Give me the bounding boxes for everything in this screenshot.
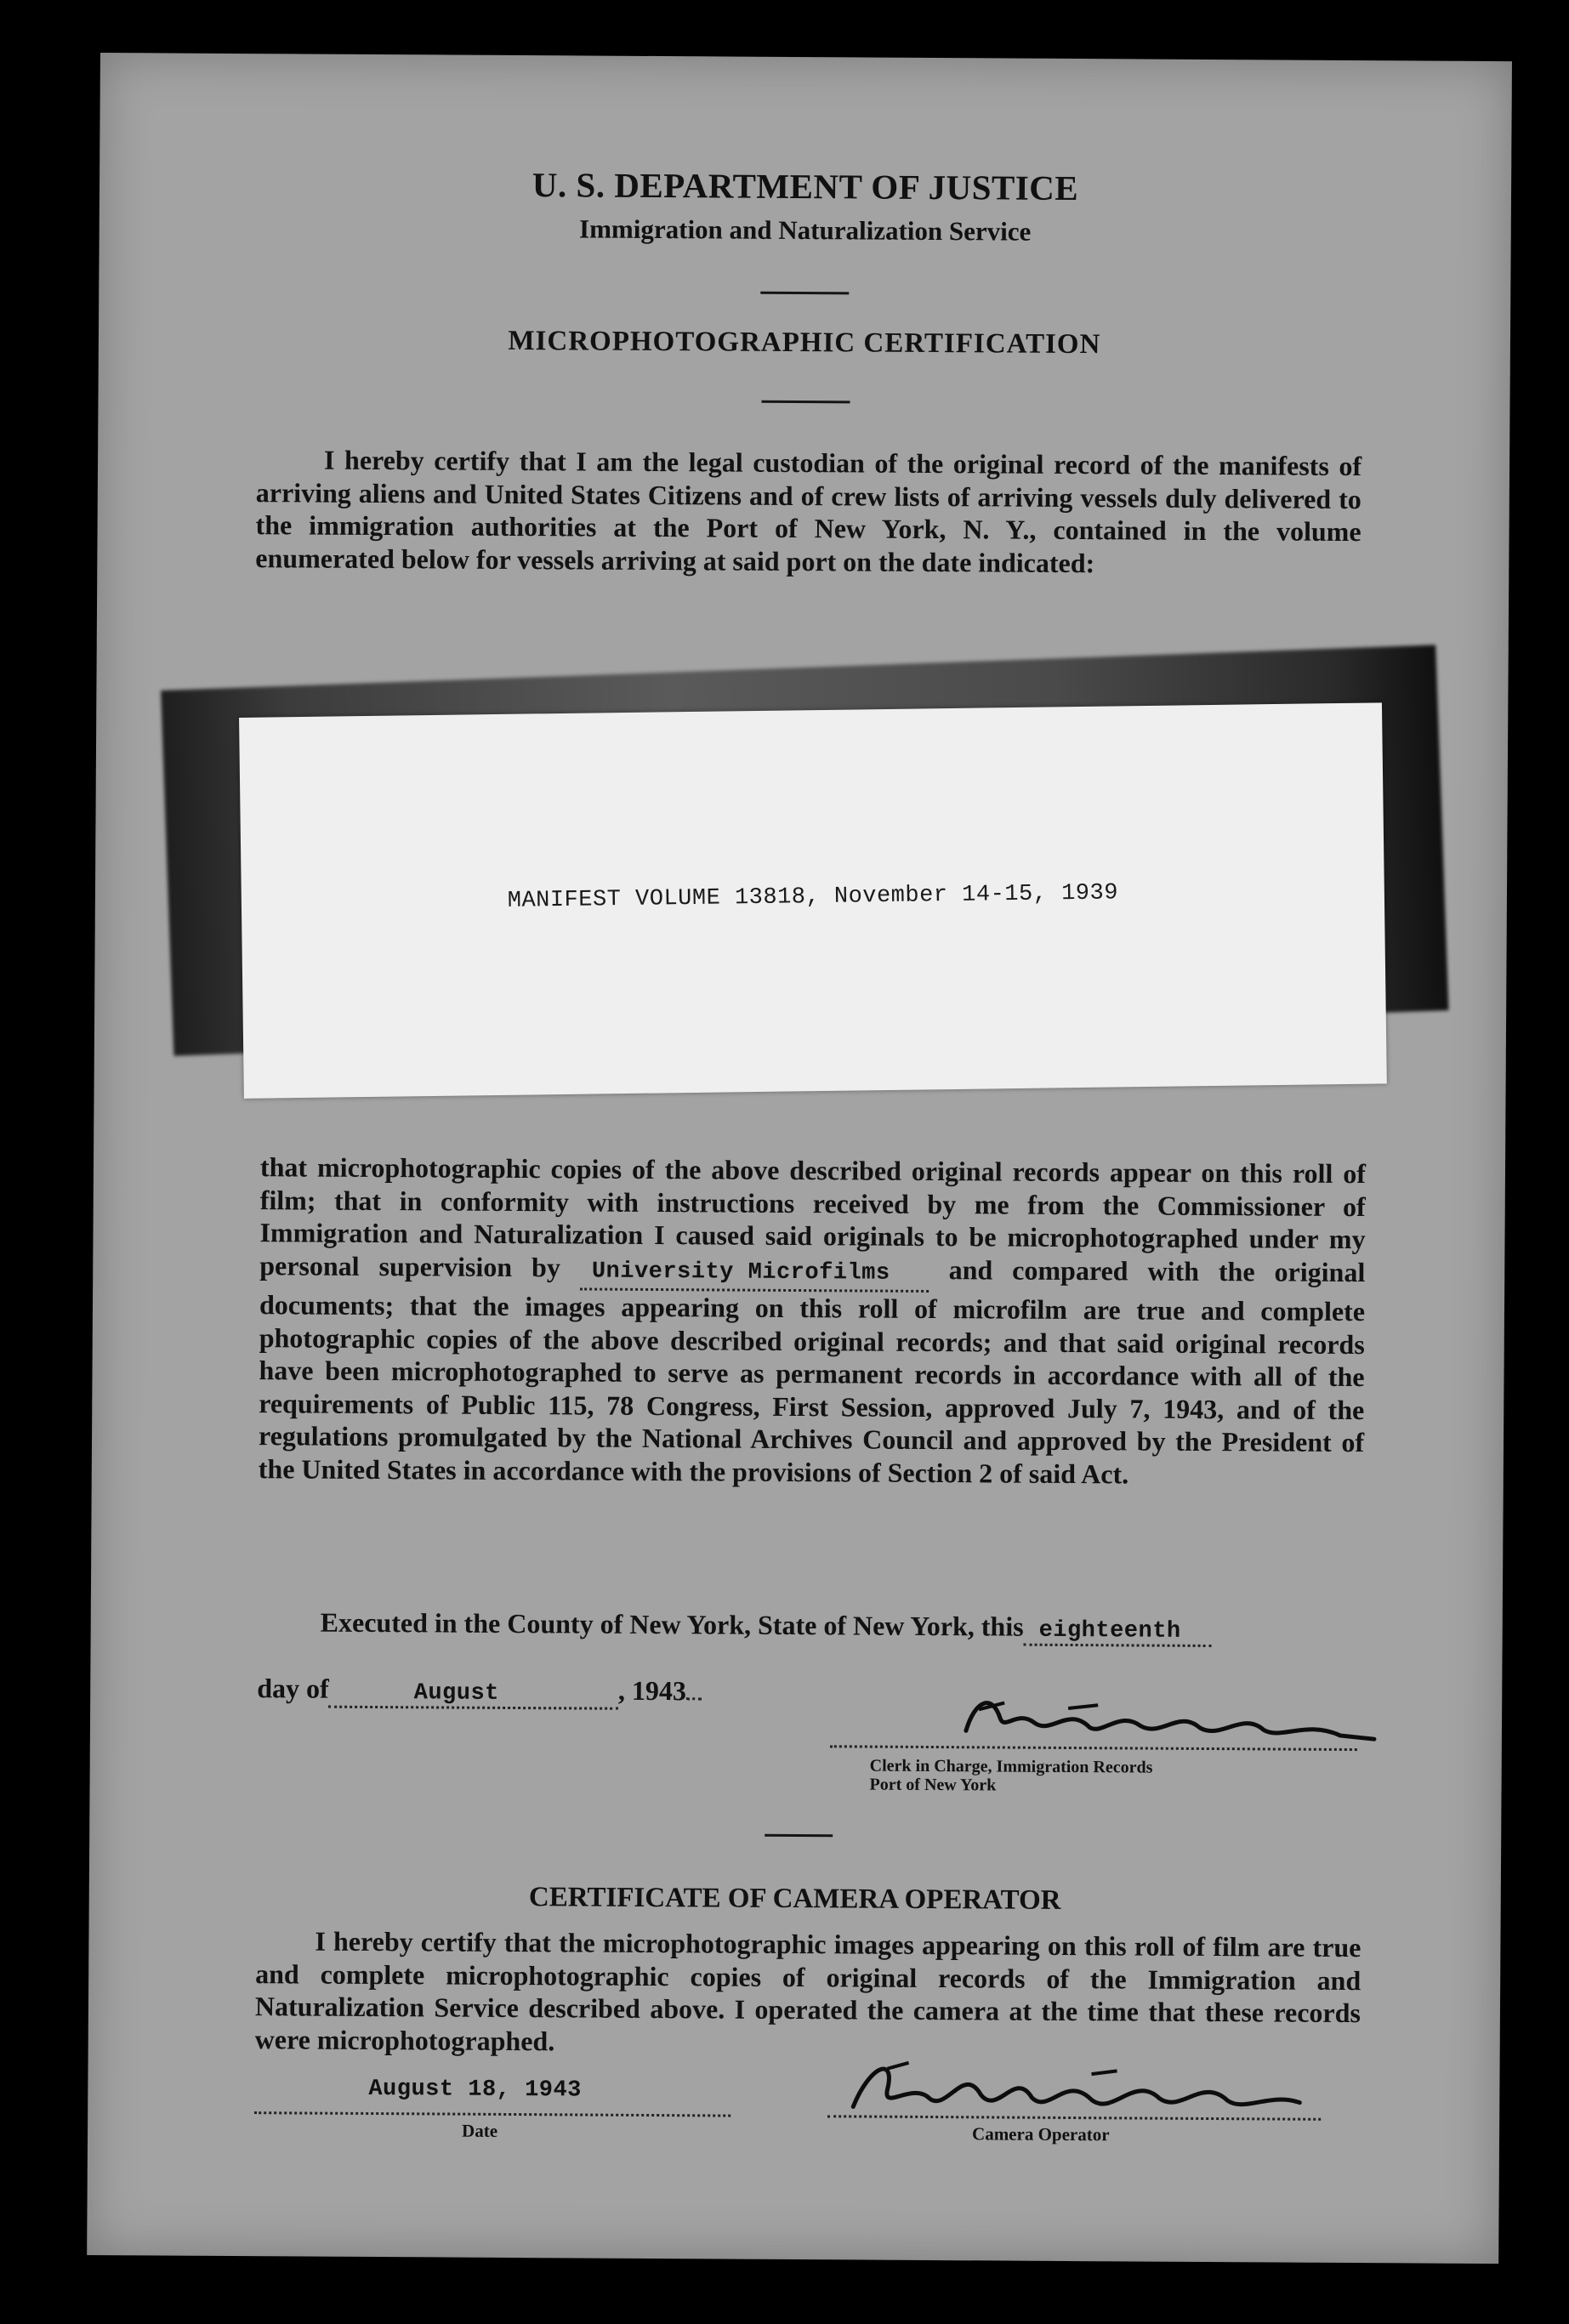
custodian-paragraph: I hereby certify that I am the legal custodian of the original record of the manifests of arriving aliens and United States Citizens and of crew lists of arriving vessels duly delivered to the immigration authorities at the Port of New York, N. Y., contained in the volume enumerated below for vessels arriving at said port on the date indicated:: [255, 444, 1362, 578]
date-line-dotted: [254, 2111, 730, 2117]
day-field: [1023, 1611, 1211, 1647]
month-value: August: [413, 1680, 499, 1707]
year-dots: [686, 1697, 702, 1700]
date-line: [257, 1673, 702, 1710]
filled-by-field: [580, 1251, 929, 1293]
camera-operator-paragraph: I hereby certify that the microphotographic images appearing on this roll of film are true and complete microphotographic copies of original records of the Immigration and Naturalization Service described above. I operated the camera at the time that these records were microphotographed.: [254, 1925, 1362, 2056]
execution-prefix: Executed in the County of New York, State of New York, this: [320, 1606, 1024, 1642]
certification-title: MICROPHOTOGRAPHIC CERTIFICATION: [508, 325, 1101, 361]
month-field: [329, 1673, 618, 1710]
manifest-label: [239, 702, 1387, 1099]
supervision-text-before: that microphotographic copies of the above described original records appear on this roll of film; that in conformity with instructions received by me from the Commissioner of Immigration and Naturalization I caused said originals to be microphotographed under my personal supervision by: [259, 1151, 1367, 1282]
day-value: eighteenth: [1038, 1617, 1181, 1645]
manifest-label-text: MANIFEST VOLUME 13818, November 14-15, 1939: [507, 880, 1119, 914]
supervision-paragraph: [259, 1151, 1366, 1492]
year-prefix: , 194: [617, 1674, 674, 1707]
divider-rule: [761, 401, 850, 404]
execution-line: [321, 1607, 1212, 1647]
clerk-title: [870, 1757, 1153, 1796]
supervision-text-after: and compared with the original documents; that the images appearing on this roll of microfilm are true and complete photographic copies of the above described original records; and that said original records have been microphotographed to serve as permanent records in accordance with all of the requirements of Public 115, 78 Congress, First Session, approved July 7, 1943, and of the regulations promulgated by the National Archives Council and approved by the President of the United States in accordance with the provisions of Section 2 of said Act.: [258, 1253, 1366, 1489]
clerk-title-line1: Clerk in Charge, Immigration Records: [869, 1756, 1153, 1777]
camera-operator-title: CERTIFICATE OF CAMERA OPERATOR: [528, 1882, 1061, 1916]
clerk-signature: [941, 1684, 1383, 1754]
filled-by-value: University Microfilms: [591, 1259, 890, 1287]
operator-date-value: August 18, 1943: [368, 2076, 583, 2104]
clerk-title-line2: Port of New York: [869, 1775, 997, 1795]
year-digit: 3: [672, 1675, 687, 1707]
service-subheading: Immigration and Naturalization Service: [578, 213, 1032, 247]
divider-rule: [760, 292, 849, 295]
date-label: Date: [462, 2120, 498, 2141]
day-of-label: day of: [257, 1673, 329, 1704]
certificate-page: [87, 53, 1512, 2264]
operator-label: Camera Operator: [971, 2123, 1110, 2145]
operator-signature: [836, 2047, 1313, 2126]
divider-rule: [765, 1834, 833, 1837]
agency-heading: U. S. DEPARTMENT OF JUSTICE: [532, 165, 1079, 208]
